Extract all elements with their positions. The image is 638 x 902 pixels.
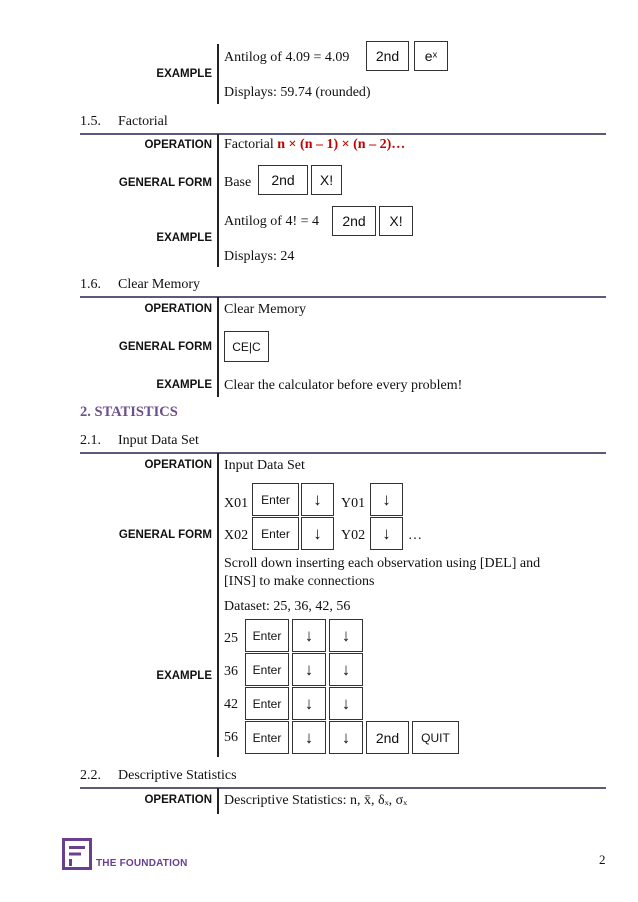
factorial-divider [217,134,219,267]
key-enter: Enter [245,721,289,754]
factorial-operation-prefix: Factorial [224,137,274,152]
section-title: Clear Memory [118,277,201,292]
clear-memory-general-label: GENERAL FORM [118,341,212,353]
down-arrow-icon: ↓ [370,483,403,516]
factorial-general-prefix: Base [224,175,252,190]
down-arrow-icon: ↓ [292,687,326,720]
antilog-example-line2: Displays: 59.74 (rounded) [224,85,371,100]
foundation-logo-icon [62,838,92,875]
scroll-instruction-line2: [INS] to make connections [224,574,375,589]
example-value: 25 [224,631,238,646]
continuation-ellipsis: … [408,528,422,543]
clear-memory-operation-text: Clear Memory [224,302,307,317]
section-title: Input Data Set [118,433,199,448]
factorial-operation-text [224,137,405,153]
clear-memory-operation-label: OPERATION [144,303,212,315]
key-enter: Enter [245,687,289,720]
section-title: Factorial [118,114,168,129]
section-rule [80,452,606,454]
example-value: 42 [224,697,238,712]
statistics-heading: 2. STATISTICS [80,404,178,420]
descriptive-operation-text: Descriptive Statistics: n, x̄, δₓ, σₓ [224,793,408,808]
key-exp: eˣ [414,41,448,71]
down-arrow-icon: ↓ [329,687,363,720]
key-2nd: 2nd [366,721,409,754]
brand-name: THE FOUNDATION [96,858,188,869]
down-arrow-icon: ↓ [329,619,363,652]
input-operation-label: OPERATION [144,459,212,471]
section-input-data-heading [80,433,199,449]
down-arrow-icon: ↓ [370,517,403,550]
key-factorial: X! [311,165,342,195]
section-number: 1.5. [80,114,101,129]
clear-memory-divider [217,297,219,397]
factorial-example-label: EXAMPLE [156,232,212,244]
x02-label: X02 [224,528,249,543]
example-value: 36 [224,664,238,679]
factorial-general-label: GENERAL FORM [118,177,212,189]
factorial-example-line2: Displays: 24 [224,249,295,264]
section-number: 1.6. [80,277,101,292]
down-arrow-icon: ↓ [329,721,363,754]
descriptive-divider [217,788,219,814]
clear-memory-example-text: Clear the calculator before every problem! [224,378,463,393]
x01-label: X01 [224,496,249,511]
down-arrow-icon: ↓ [292,619,326,652]
section-factorial-heading [80,114,168,130]
antilog-example-label: EXAMPLE [156,68,212,80]
factorial-formula: n × (n – 1) × (n – 2)… [277,137,406,152]
y01-label: Y01 [341,496,366,511]
section-number: 2.2. [80,768,101,783]
section-clear-memory-heading [80,277,200,293]
down-arrow-icon: ↓ [301,517,334,550]
page-number: 2 [599,852,606,867]
key-enter: Enter [245,653,289,686]
input-general-label: GENERAL FORM [118,529,212,541]
down-arrow-icon: ↓ [329,653,363,686]
input-operation-text: Input Data Set [224,458,305,473]
down-arrow-icon: ↓ [301,483,334,516]
key-enter: Enter [245,619,289,652]
key-enter: Enter [252,483,299,516]
down-arrow-icon: ↓ [292,721,326,754]
factorial-example-line1: Antilog of 4! = 4 [224,214,319,229]
input-example-label: EXAMPLE [156,670,212,682]
key-enter: Enter [252,517,299,550]
dataset-text: Dataset: 25, 36, 42, 56 [224,599,351,614]
section-rule [80,296,606,298]
factorial-operation-label: OPERATION [144,139,212,151]
example-value: 56 [224,730,238,745]
section-descriptive-heading [80,768,237,784]
antilog-example-line1: Antilog of 4.09 = 4.09 [224,50,350,65]
y02-label: Y02 [341,528,366,543]
clear-memory-example-label: EXAMPLE [156,379,212,391]
section-title: Descriptive Statistics [118,768,237,783]
section-rule [80,133,606,135]
key-2nd: 2nd [258,165,308,195]
key-factorial: X! [379,206,413,236]
antilog-divider [217,44,219,104]
key-2nd: 2nd [332,206,376,236]
input-data-divider [217,453,219,757]
key-ce-c: CE|C [224,331,269,362]
key-2nd: 2nd [366,41,409,71]
down-arrow-icon: ↓ [292,653,326,686]
section-number: 2.1. [80,433,101,448]
descriptive-operation-label: OPERATION [144,794,212,806]
scroll-instruction-line1: Scroll down inserting each observation using [DEL] and [224,556,541,571]
key-quit: QUIT [412,721,459,754]
section-rule [80,787,606,789]
